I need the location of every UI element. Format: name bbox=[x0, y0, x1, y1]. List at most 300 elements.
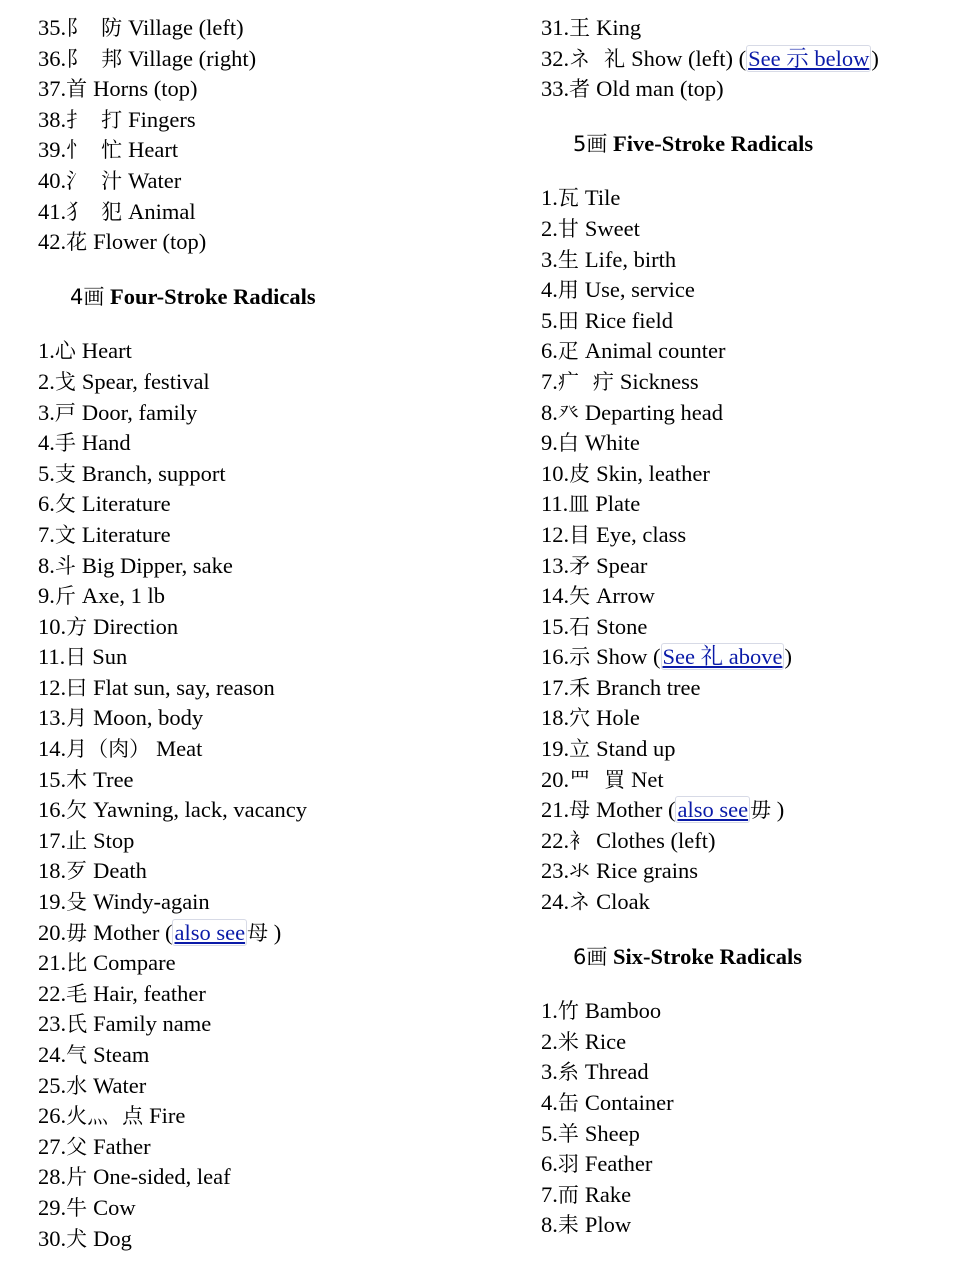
radical-character: 斤 bbox=[54, 584, 76, 609]
radical-meaning: Tile bbox=[584, 185, 621, 211]
closing-paren: ) bbox=[784, 644, 792, 670]
radical-character: 疋 bbox=[557, 339, 579, 364]
radical-meaning: White bbox=[584, 430, 640, 456]
radical-character: 生 bbox=[557, 247, 579, 272]
item-number: 4. bbox=[541, 1090, 558, 1115]
radical-character: 缶 bbox=[557, 1091, 579, 1115]
list-item bbox=[541, 856, 951, 887]
radical-character: 戸 bbox=[54, 400, 76, 425]
radical-meaning: Stand up bbox=[596, 736, 676, 762]
item-number: 8. bbox=[541, 1212, 558, 1238]
item-number: 4. bbox=[541, 277, 558, 303]
list-item bbox=[38, 979, 508, 1010]
radical-meaning: Heart bbox=[81, 338, 132, 364]
radical-list-three-stroke-continued bbox=[38, 13, 508, 258]
item-number: 1. bbox=[38, 338, 55, 364]
list-item bbox=[38, 13, 508, 44]
closing-paren: ) bbox=[268, 919, 282, 945]
radical-character: 止 bbox=[66, 828, 88, 853]
item-number: 9. bbox=[541, 430, 558, 456]
radical-character: 犭 bbox=[66, 199, 88, 224]
example-character: 打 bbox=[101, 107, 123, 132]
list-item bbox=[38, 197, 508, 228]
radical-character: 毋 bbox=[66, 920, 88, 945]
item-number: 18. bbox=[38, 858, 67, 884]
radical-character: 衤 bbox=[569, 828, 591, 853]
radical-meaning: Water bbox=[93, 1072, 147, 1098]
left-column bbox=[38, 13, 508, 1254]
radical-meaning: Big Dipper, sake bbox=[81, 552, 233, 578]
radical-meaning: Cloak bbox=[596, 889, 650, 915]
item-number: 28. bbox=[38, 1164, 67, 1190]
radical-character: 田 bbox=[557, 308, 579, 333]
item-number: 14. bbox=[38, 736, 67, 762]
item-number: 22. bbox=[38, 980, 67, 1006]
list-item bbox=[38, 1224, 508, 1255]
item-number: 10. bbox=[38, 613, 67, 639]
radical-character: 母 bbox=[569, 798, 591, 823]
list-item bbox=[38, 703, 508, 734]
list-item bbox=[541, 826, 951, 857]
list-item bbox=[541, 44, 951, 75]
item-number: 42. bbox=[38, 229, 67, 255]
list-item bbox=[38, 612, 508, 643]
item-number: 24. bbox=[38, 1042, 67, 1067]
radical-meaning: Axe, 1 lb bbox=[81, 583, 165, 609]
radical-meaning: Arrow bbox=[596, 583, 655, 609]
list-item bbox=[541, 581, 951, 612]
list-item bbox=[38, 1193, 508, 1224]
list-item bbox=[541, 13, 951, 44]
radical-meaning: Yawning, lack, vacancy bbox=[93, 797, 308, 823]
radical-meaning: Horns (top) bbox=[93, 76, 198, 102]
item-number: 41. bbox=[38, 198, 67, 224]
item-number: 22. bbox=[541, 827, 570, 853]
list-item bbox=[541, 996, 951, 1027]
example-character: 買 bbox=[604, 767, 626, 792]
list-item bbox=[541, 1057, 951, 1088]
radical-meaning: Flower (top) bbox=[93, 229, 207, 255]
list-item bbox=[38, 765, 508, 796]
radical-meaning: Animal bbox=[128, 198, 196, 224]
item-number: 32. bbox=[541, 45, 570, 71]
radical-meaning: Show (left) ( bbox=[631, 45, 747, 71]
radical-meaning: Show ( bbox=[596, 644, 661, 670]
item-number: 16. bbox=[38, 797, 67, 823]
item-number: 11. bbox=[38, 644, 66, 670]
radical-meaning: Animal counter bbox=[584, 338, 726, 364]
item-number: 23. bbox=[38, 1011, 67, 1037]
radical-meaning: Spear bbox=[596, 552, 648, 578]
example-character: 忙 bbox=[101, 138, 123, 163]
radical-character: 毛 bbox=[66, 981, 88, 1006]
section-heading-number: 5画 bbox=[573, 131, 608, 156]
radical-meaning: Departing head bbox=[584, 399, 723, 425]
radical-meaning: Sickness bbox=[619, 368, 699, 394]
item-number: 3. bbox=[38, 399, 55, 425]
item-number: 26. bbox=[38, 1103, 67, 1129]
radical-character: 日 bbox=[65, 645, 87, 670]
radical-character: 殳 bbox=[66, 890, 88, 915]
example-character: 点 bbox=[122, 1104, 144, 1129]
radical-character: 用 bbox=[557, 278, 579, 303]
radical-character: 牛 bbox=[66, 1195, 88, 1220]
section-heading-title: Four-Stroke Radicals bbox=[110, 283, 316, 309]
radical-meaning: Skin, leather bbox=[596, 460, 710, 486]
example-character: 邦 bbox=[101, 46, 123, 71]
closing-paren: ) bbox=[871, 45, 879, 71]
list-item bbox=[38, 581, 508, 612]
item-number: 31. bbox=[541, 15, 570, 40]
list-item bbox=[38, 1071, 508, 1102]
radical-meaning: Flat sun, say, reason bbox=[93, 674, 275, 700]
item-number: 29. bbox=[38, 1194, 67, 1220]
list-item bbox=[38, 551, 508, 582]
list-item bbox=[38, 948, 508, 979]
section-heading-title: Five-Stroke Radicals bbox=[613, 130, 814, 156]
list-item bbox=[541, 551, 951, 582]
item-number: 11. bbox=[541, 491, 569, 517]
radical-character: 目 bbox=[569, 522, 591, 547]
list-item bbox=[38, 887, 508, 918]
list-item bbox=[38, 44, 508, 75]
radical-character: 禾 bbox=[569, 675, 591, 700]
item-number: 2. bbox=[38, 368, 55, 394]
radical-character: 欠 bbox=[66, 798, 88, 823]
radical-meaning: Water bbox=[128, 167, 182, 193]
item-number: 10. bbox=[541, 460, 570, 486]
section-heading-number: 6画 bbox=[573, 944, 608, 969]
list-item bbox=[38, 1162, 508, 1193]
item-number: 9. bbox=[38, 583, 55, 609]
section-heading-six-stroke bbox=[541, 942, 951, 973]
radical-meaning: Father bbox=[93, 1133, 151, 1159]
radical-character: 氺 bbox=[569, 859, 591, 884]
radical-character: 花 bbox=[66, 230, 88, 255]
item-number: 7. bbox=[38, 521, 55, 547]
radical-meaning: Bamboo bbox=[584, 998, 662, 1024]
list-item bbox=[38, 74, 508, 105]
radical-character: 者 bbox=[569, 77, 591, 102]
radical-character: 白 bbox=[557, 431, 579, 456]
item-number: 2. bbox=[541, 215, 558, 241]
radical-character: 火灬 bbox=[66, 1104, 109, 1129]
radical-character: 羽 bbox=[557, 1152, 579, 1177]
item-number: 2. bbox=[541, 1028, 558, 1054]
list-item bbox=[541, 214, 951, 245]
radical-meaning: Old man (top) bbox=[596, 76, 724, 102]
section-heading-four-stroke bbox=[38, 282, 508, 313]
radical-meaning: Compare bbox=[93, 950, 176, 976]
list-item bbox=[38, 367, 508, 398]
radical-character: 矢 bbox=[569, 584, 591, 609]
list-item bbox=[541, 642, 951, 673]
item-number: 27. bbox=[38, 1133, 67, 1159]
radical-character: 氵 bbox=[66, 168, 88, 193]
item-number: 6. bbox=[38, 491, 55, 517]
radical-meaning: Fingers bbox=[128, 106, 196, 132]
item-number: 8. bbox=[38, 552, 55, 578]
list-item bbox=[38, 135, 508, 166]
list-item bbox=[38, 489, 508, 520]
right-column bbox=[541, 13, 951, 1241]
cross-reference-link[interactable]: See 示 below bbox=[748, 45, 870, 71]
item-number: 4. bbox=[38, 430, 55, 456]
item-number: 25. bbox=[38, 1072, 67, 1098]
radical-character: 皿 bbox=[568, 492, 590, 517]
item-number: 17. bbox=[541, 674, 570, 700]
list-item bbox=[541, 245, 951, 276]
radical-meaning: Container bbox=[584, 1090, 674, 1115]
item-number: 14. bbox=[541, 583, 570, 609]
radical-character: 气 bbox=[66, 1043, 88, 1067]
radical-meaning: Sun bbox=[92, 644, 128, 670]
radical-character: 氏 bbox=[66, 1012, 88, 1037]
radical-meaning: King bbox=[596, 15, 642, 40]
list-item bbox=[541, 336, 951, 367]
item-number: 39. bbox=[38, 137, 67, 163]
item-number: 20. bbox=[38, 919, 67, 945]
example-character: 防 bbox=[101, 16, 123, 40]
list-item bbox=[38, 227, 508, 258]
radical-meaning: Cow bbox=[93, 1194, 136, 1220]
list-item bbox=[541, 1180, 951, 1211]
radical-meaning: Feather bbox=[584, 1151, 653, 1177]
radical-character: 木 bbox=[66, 767, 88, 792]
list-item bbox=[541, 703, 951, 734]
radical-character: 癶 bbox=[557, 400, 579, 425]
radical-meaning: One-sided, leaf bbox=[93, 1164, 231, 1190]
radical-character: 矛 bbox=[569, 553, 591, 578]
radical-meaning: Mother ( bbox=[596, 797, 676, 823]
radical-meaning: Heart bbox=[128, 137, 179, 163]
radical-meaning: Plow bbox=[584, 1212, 632, 1238]
radical-character: 甘 bbox=[557, 216, 579, 241]
radical-character: 犬 bbox=[66, 1226, 88, 1251]
item-number: 38. bbox=[38, 106, 67, 132]
radical-meaning: Hand bbox=[81, 430, 131, 456]
list-item bbox=[541, 306, 951, 337]
list-item bbox=[38, 459, 508, 490]
radical-meaning: Plate bbox=[595, 491, 641, 517]
cross-reference-link[interactable]: See 礼 above bbox=[662, 644, 783, 670]
list-item bbox=[38, 673, 508, 704]
item-number: 5. bbox=[541, 1120, 558, 1146]
radical-character: 方 bbox=[66, 614, 88, 639]
list-item bbox=[541, 489, 951, 520]
list-item bbox=[541, 459, 951, 490]
list-item bbox=[38, 520, 508, 551]
radical-meaning: Windy-again bbox=[93, 889, 210, 915]
list-item bbox=[38, 398, 508, 429]
radical-meaning: Rice grains bbox=[596, 858, 698, 884]
radical-character: 羊 bbox=[557, 1121, 579, 1146]
radical-character: 王 bbox=[569, 16, 591, 40]
radical-character: ネ bbox=[569, 890, 591, 915]
radical-meaning: Family name bbox=[93, 1011, 212, 1037]
radical-character: 首 bbox=[66, 77, 88, 102]
list-item bbox=[541, 1149, 951, 1180]
item-number: 3. bbox=[541, 1059, 558, 1085]
radical-character: 手 bbox=[54, 431, 76, 456]
cross-reference-link[interactable]: also see bbox=[677, 797, 749, 823]
radical-meaning: Branch, support bbox=[81, 460, 226, 486]
list-item bbox=[541, 1119, 951, 1150]
radical-character: 曰 bbox=[66, 675, 88, 700]
item-number: 19. bbox=[541, 736, 570, 762]
radical-meaning: Village (left) bbox=[128, 15, 244, 40]
radical-meaning: Literature bbox=[81, 521, 171, 547]
radical-meaning: Net bbox=[631, 766, 664, 792]
list-item bbox=[541, 74, 951, 105]
example-character: 疔 bbox=[592, 369, 614, 394]
radical-meaning: Hair, feather bbox=[93, 980, 206, 1006]
radical-character: 石 bbox=[569, 614, 591, 639]
list-item bbox=[541, 1210, 951, 1241]
radical-meaning: Direction bbox=[93, 613, 179, 639]
radical-character: 阝 bbox=[66, 16, 88, 40]
item-number: 21. bbox=[38, 950, 67, 976]
item-number: 24. bbox=[541, 889, 570, 915]
list-item bbox=[541, 673, 951, 704]
radical-character: 皮 bbox=[569, 461, 591, 486]
radical-list-five-stroke bbox=[541, 183, 951, 917]
radical-meaning: Sheep bbox=[584, 1120, 640, 1146]
list-item bbox=[541, 765, 951, 796]
section-heading-title: Six-Stroke Radicals bbox=[613, 943, 802, 969]
list-item bbox=[38, 642, 508, 673]
cross-reference-character: 母 bbox=[247, 920, 269, 945]
section-heading-five-stroke bbox=[541, 129, 951, 160]
list-item bbox=[38, 734, 508, 765]
list-item bbox=[38, 826, 508, 857]
list-item bbox=[38, 856, 508, 887]
list-item bbox=[38, 166, 508, 197]
item-number: 12. bbox=[541, 521, 570, 547]
item-number: 7. bbox=[541, 368, 558, 394]
radical-character: 歹 bbox=[66, 859, 88, 884]
radical-meaning: Mother ( bbox=[93, 919, 173, 945]
radical-character: 水 bbox=[66, 1073, 88, 1098]
item-number: 40. bbox=[38, 167, 67, 193]
cross-reference-character: 毋 bbox=[750, 798, 772, 823]
list-item bbox=[38, 918, 508, 949]
item-number: 21. bbox=[541, 797, 570, 823]
radical-character: 而 bbox=[557, 1182, 579, 1207]
radical-character: 戈 bbox=[54, 369, 76, 394]
radical-character: 比 bbox=[66, 951, 88, 976]
radical-meaning: Clothes (left) bbox=[596, 827, 716, 853]
list-item bbox=[38, 1101, 508, 1132]
item-number: 13. bbox=[541, 552, 570, 578]
item-number: 20. bbox=[541, 766, 570, 792]
radical-list-six-stroke bbox=[541, 996, 951, 1241]
radical-meaning: Stone bbox=[596, 613, 648, 639]
item-number: 1. bbox=[541, 998, 558, 1024]
radical-list-four-stroke-continued bbox=[541, 13, 951, 105]
item-number: 37. bbox=[38, 76, 67, 102]
item-number: 15. bbox=[541, 613, 570, 639]
example-character: 汁 bbox=[101, 168, 123, 193]
item-number: 8. bbox=[541, 399, 558, 425]
radical-meaning: Life, birth bbox=[584, 246, 677, 272]
item-number: 36. bbox=[38, 45, 67, 71]
radical-character: 文 bbox=[54, 522, 76, 547]
radical-character: 示 bbox=[569, 645, 591, 670]
radical-character: 忄 bbox=[66, 138, 88, 163]
radical-character: 罒 bbox=[569, 767, 591, 792]
radical-meaning: Tree bbox=[93, 766, 134, 792]
item-number: 30. bbox=[38, 1225, 67, 1251]
radical-character: 月（肉） bbox=[66, 737, 151, 762]
radical-character: 攵 bbox=[54, 492, 76, 517]
radical-meaning: Door, family bbox=[81, 399, 198, 425]
radical-meaning: Hole bbox=[596, 705, 640, 731]
radical-character: 斗 bbox=[54, 553, 76, 578]
radical-character: 立 bbox=[569, 737, 591, 762]
list-item bbox=[541, 1088, 951, 1119]
list-item bbox=[541, 520, 951, 551]
list-item bbox=[541, 398, 951, 429]
radical-meaning: Eye, class bbox=[596, 521, 687, 547]
list-item bbox=[541, 795, 951, 826]
radical-character: 疒 bbox=[557, 369, 579, 394]
example-character: 礼 bbox=[604, 46, 626, 71]
radical-character: 月 bbox=[66, 706, 88, 731]
radical-character: 瓦 bbox=[557, 186, 579, 211]
item-number: 5. bbox=[541, 307, 558, 333]
list-item bbox=[38, 428, 508, 459]
list-item bbox=[541, 428, 951, 459]
item-number: 5. bbox=[38, 460, 55, 486]
item-number: 6. bbox=[541, 1151, 558, 1177]
example-character: 犯 bbox=[101, 199, 123, 224]
item-number: 18. bbox=[541, 705, 570, 731]
radical-list-four-stroke bbox=[38, 336, 508, 1254]
list-item bbox=[38, 1132, 508, 1163]
list-item bbox=[541, 734, 951, 765]
list-item bbox=[541, 612, 951, 643]
item-number: 16. bbox=[541, 644, 570, 670]
radical-character: 片 bbox=[66, 1165, 88, 1190]
list-item bbox=[541, 183, 951, 214]
item-number: 1. bbox=[541, 185, 558, 211]
radical-character: 糸 bbox=[557, 1060, 579, 1085]
item-number: 33. bbox=[541, 76, 570, 102]
radical-meaning: Thread bbox=[584, 1059, 649, 1085]
radical-meaning: Sweet bbox=[584, 215, 640, 241]
radical-character: 父 bbox=[66, 1134, 88, 1159]
radical-meaning: Steam bbox=[93, 1042, 150, 1067]
item-number: 3. bbox=[541, 246, 558, 272]
list-item bbox=[38, 105, 508, 136]
item-number: 23. bbox=[541, 858, 570, 884]
item-number: 17. bbox=[38, 827, 67, 853]
item-number: 7. bbox=[541, 1181, 558, 1207]
item-number: 19. bbox=[38, 889, 67, 915]
radical-meaning: Rice bbox=[584, 1028, 627, 1054]
radical-meaning: Spear, festival bbox=[81, 368, 210, 394]
item-number: 13. bbox=[38, 705, 67, 731]
list-item bbox=[541, 367, 951, 398]
radical-meaning: Rice field bbox=[584, 307, 673, 333]
radical-character: 竹 bbox=[557, 999, 579, 1024]
list-item bbox=[38, 1009, 508, 1040]
cross-reference-link[interactable]: also see bbox=[174, 919, 246, 945]
radical-character: 米 bbox=[557, 1029, 579, 1054]
list-item bbox=[38, 336, 508, 367]
radical-meaning: Village (right) bbox=[128, 45, 257, 71]
